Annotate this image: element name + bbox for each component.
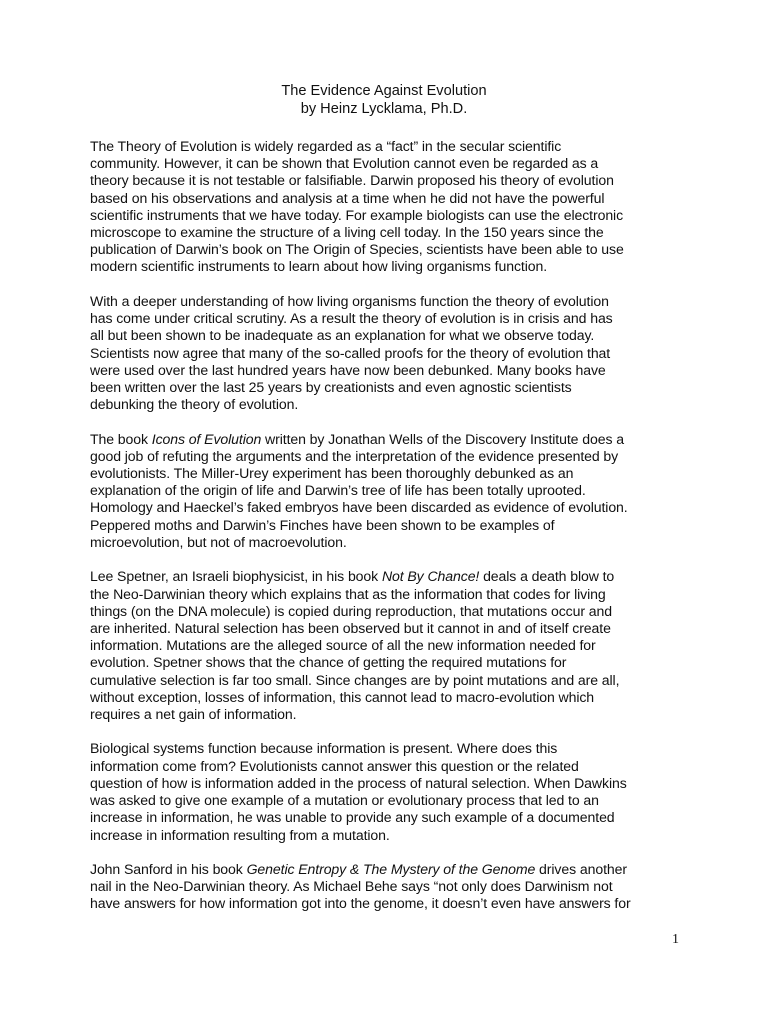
text-run: evolution. Spetner shows that the chance of getting the required mutations for bbox=[90, 654, 567, 671]
text-run: John Sanford in his book bbox=[90, 861, 247, 877]
document-title: The Evidence Against Evolution bbox=[281, 83, 487, 99]
text-run: community. However, it can be shown that Evolution cannot even be regarded as a bbox=[90, 155, 599, 172]
text-line bbox=[90, 620, 690, 637]
text-run: are inherited. Natural selection has been observed but it cannot in and of itself create bbox=[90, 619, 611, 636]
text-run: the Neo-Darwinian theory which explains that as the information that codes for living bbox=[90, 585, 606, 602]
text-run: deals a death blow to bbox=[479, 568, 615, 585]
text-run: requires a net gain of information. bbox=[90, 705, 297, 722]
text-line bbox=[90, 706, 690, 723]
text-run: explanation of the origin of life and Darwin’s tree of life has been totally uprooted. bbox=[90, 482, 586, 499]
text-line bbox=[90, 603, 690, 620]
text-line bbox=[90, 327, 690, 344]
text-run: Homology and Haeckel’s faked embryos have been discarded as evidence of evolution. bbox=[90, 499, 628, 516]
text-run: scientific instruments that we have today. For example biologists can use the electronic bbox=[90, 206, 624, 223]
paragraph-6 bbox=[90, 861, 690, 913]
text-line bbox=[90, 258, 690, 275]
text-line bbox=[90, 431, 690, 448]
text-run: has come under critical scrutiny. As a result the theory of evolution is in crisis and has bbox=[90, 310, 613, 327]
text-line bbox=[90, 758, 690, 775]
text-line bbox=[90, 138, 690, 155]
text-run: were used over the last hundred years have now been debunked. Many books have bbox=[90, 361, 606, 378]
document-title-block bbox=[0, 82, 768, 118]
text-line bbox=[90, 568, 690, 585]
text-run: things (on the DNA molecule) is copied during reproduction, that mutations occur and bbox=[90, 602, 612, 619]
text-line bbox=[90, 207, 690, 224]
text-line bbox=[90, 362, 690, 379]
paragraph-2 bbox=[90, 293, 690, 413]
text-line bbox=[90, 861, 690, 878]
text-line bbox=[90, 224, 690, 241]
text-run: information. Mutations are the alleged source of all the new information needed for bbox=[90, 637, 596, 654]
text-line bbox=[90, 689, 690, 706]
text-line bbox=[90, 190, 690, 207]
text-line bbox=[90, 465, 690, 482]
text-line bbox=[90, 534, 690, 551]
text-run: cumulative selection is far too small. Since changes are by point mutations and are all, bbox=[90, 671, 620, 688]
text-run: Biological systems function because information is present. Where does this bbox=[90, 740, 558, 757]
text-run: The book bbox=[90, 430, 152, 447]
text-line bbox=[90, 637, 690, 654]
text-line bbox=[90, 654, 690, 671]
paragraph-3 bbox=[90, 431, 690, 551]
text-run: drives another bbox=[535, 861, 627, 877]
page-number: 1 bbox=[672, 932, 679, 947]
document-body bbox=[90, 138, 690, 930]
text-run: evolutionists. The Miller-Urey experiment has been thoroughly debunked as an bbox=[90, 465, 574, 482]
text-run: modern scientific instruments to learn about how living organisms function. bbox=[90, 258, 548, 275]
paragraph-4 bbox=[90, 568, 690, 723]
text-run: without exception, losses of information, this cannot lead to macro-evolution which bbox=[90, 688, 595, 705]
text-line bbox=[90, 310, 690, 327]
book-title-italic: Not By Chance! bbox=[381, 568, 480, 585]
text-line bbox=[90, 293, 690, 310]
text-line bbox=[90, 155, 690, 172]
text-run: debunking the theory of evolution. bbox=[90, 396, 299, 413]
text-run: Lee Spetner, an Israeli biophysicist, in his book bbox=[90, 568, 382, 585]
book-title-italic: Icons of Evolution bbox=[151, 430, 262, 447]
text-line bbox=[90, 499, 690, 516]
text-line bbox=[90, 396, 690, 413]
text-run: theory because it is not testable or falsifiable. Darwin proposed his theory of evolution bbox=[90, 172, 614, 189]
text-line bbox=[90, 792, 690, 809]
text-line bbox=[90, 809, 690, 826]
text-run: increase in information, he was unable to provide any such example of a documented bbox=[90, 809, 615, 826]
text-line bbox=[90, 895, 690, 912]
text-run: The Theory of Evolution is widely regarded as a “fact” in the secular scientific bbox=[90, 138, 562, 154]
paragraph-5 bbox=[90, 740, 690, 843]
text-run: based on his observations and analysis at a time when he did not have the powerful bbox=[90, 189, 605, 206]
text-line bbox=[90, 448, 690, 465]
text-line bbox=[90, 172, 690, 189]
text-run: With a deeper understanding of how living organisms function the theory of evolution bbox=[90, 292, 609, 309]
text-run: been written over the last 25 years by creationists and even agnostic scientists bbox=[90, 378, 572, 395]
text-run: increase in information resulting from a mutation. bbox=[90, 826, 390, 843]
text-run: information come from? Evolutionists cannot answer this question or the related bbox=[90, 757, 579, 774]
text-line bbox=[90, 241, 690, 258]
document-author: by Heinz Lycklama, Ph.D. bbox=[300, 101, 468, 117]
text-line bbox=[90, 345, 690, 362]
book-title-italic: Genetic Entropy & The Mystery of the Genome bbox=[246, 861, 536, 877]
text-run: Scientists now agree that many of the so-called proofs for the theory of evolution that bbox=[90, 344, 611, 361]
text-line bbox=[90, 517, 690, 534]
text-run: written by Jonathan Wells of the Discovery Institute does a bbox=[261, 430, 624, 447]
paragraph-1 bbox=[90, 138, 690, 276]
text-line bbox=[90, 878, 690, 895]
text-run: publication of Darwin’s book on The Origin of Species, scientists have been able to use bbox=[90, 241, 624, 258]
text-run: have answers for how information got into the genome, it doesn’t even have answers for bbox=[90, 895, 631, 912]
text-run: was asked to give one example of a mutation or evolutionary process that led to an bbox=[90, 792, 599, 809]
text-line bbox=[90, 379, 690, 396]
text-run: all but been shown to be inadequate as an explanation for what we observe today. bbox=[90, 327, 595, 344]
text-run: Peppered moths and Darwin’s Finches have been shown to be examples of bbox=[90, 516, 555, 533]
text-line bbox=[90, 586, 690, 603]
text-line bbox=[90, 672, 690, 689]
text-line bbox=[90, 740, 690, 757]
text-line bbox=[90, 482, 690, 499]
text-run: microscope to examine the structure of a living cell today. In the 150 years since the bbox=[90, 224, 604, 241]
text-run: nail in the Neo-Darwinian theory. As Michael Behe says “not only does Darwinism not bbox=[90, 878, 613, 895]
text-line bbox=[90, 775, 690, 792]
text-run: microevolution, but not of macroevolution. bbox=[90, 533, 347, 550]
text-run: question of how is information added in the process of natural selection. When Dawkins bbox=[90, 774, 627, 791]
text-line bbox=[90, 827, 690, 844]
text-run: good job of refuting the arguments and the interpretation of the evidence presented by bbox=[90, 447, 619, 464]
